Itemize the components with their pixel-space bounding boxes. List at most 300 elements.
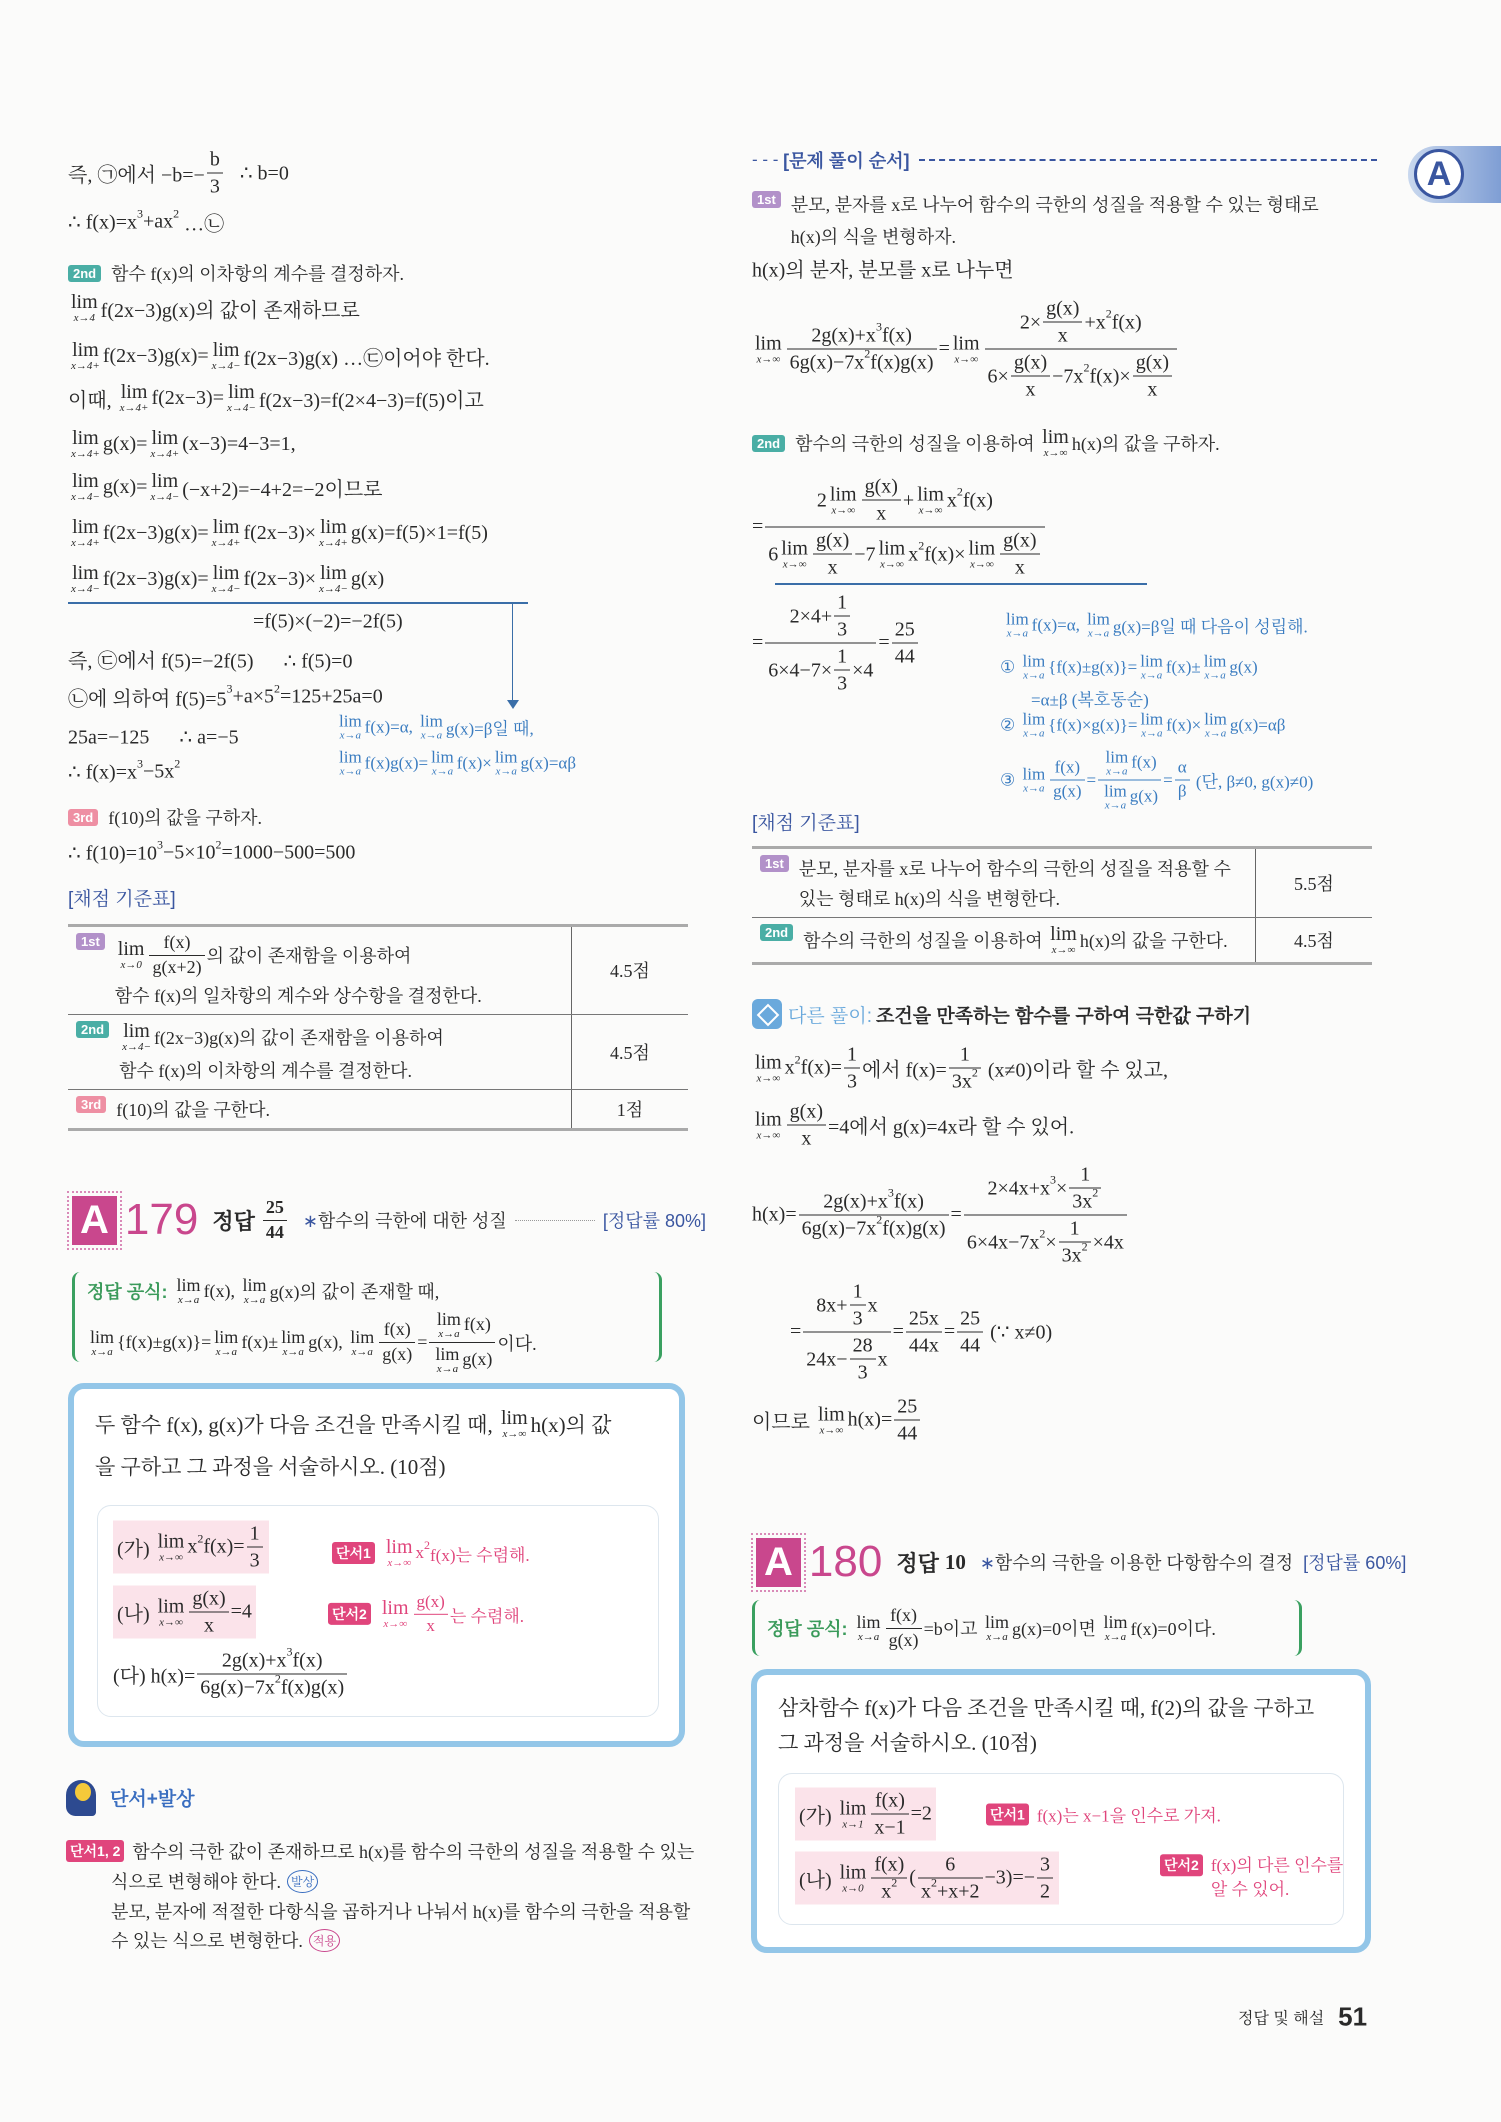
numerator — [813, 530, 852, 554]
lim-subscript: x→∞ — [954, 353, 979, 365]
limit-operator — [1050, 924, 1077, 956]
denominator — [1000, 554, 1039, 579]
criterion-line — [803, 924, 1228, 956]
lim-word: lim — [968, 537, 996, 559]
math-text: {f(x)×g(x)}= — [1048, 715, 1138, 734]
criterion — [76, 1096, 563, 1122]
math-text: 6g(x)−7x — [801, 1217, 877, 1240]
solution-line — [68, 382, 484, 414]
lim-subscript: x→4− — [319, 583, 348, 595]
step-badge: 2nd — [76, 1021, 109, 1038]
limit-operator — [71, 292, 98, 324]
page-number: 51 — [1338, 2001, 1368, 2032]
step-badge: 3rd — [76, 1096, 106, 1113]
lim-subscript: x→4− — [150, 491, 180, 503]
exponent: 2 — [174, 756, 181, 771]
numerator — [984, 1164, 1106, 1215]
math-text: 1 — [837, 591, 848, 614]
lim-subscript: x→4− — [211, 360, 241, 372]
lim-word: lim — [72, 470, 99, 492]
fraction — [957, 1308, 983, 1357]
exponent: 2 — [956, 484, 963, 499]
math-text: g(x) — [815, 529, 850, 552]
numerator — [814, 476, 996, 527]
limit-operator — [420, 713, 443, 742]
lim-word: lim — [755, 332, 782, 354]
lim-word: lim — [755, 1051, 782, 1073]
lim-word: lim — [157, 1595, 185, 1617]
numerator — [787, 1101, 826, 1125]
exponent: 2 — [876, 1212, 883, 1227]
points-cell: 5.5점 — [1256, 848, 1373, 918]
math-text: f(x) — [874, 1853, 905, 1876]
math-text: 3 — [209, 175, 220, 198]
lim-subscript: x→a — [1023, 727, 1045, 740]
exponent: 3 — [875, 319, 882, 334]
limit-operator — [71, 517, 100, 549]
lim-subscript: x→a — [1023, 669, 1045, 682]
math-text: f(x)g(x) — [870, 351, 934, 374]
step-badge: 2nd — [68, 265, 101, 282]
clue-line — [111, 1868, 318, 1894]
limit-operator — [319, 563, 348, 595]
arrow-line — [512, 603, 513, 703]
limit-operator — [382, 1598, 409, 1630]
math-text: 함수의 극한 값이 존재하므로 h(x)를 함수의 극한의 성질을 적용할 수 있는 — [132, 1842, 695, 1862]
lim-subscript: x→a — [1204, 727, 1227, 740]
math-text: f(x)× — [456, 753, 492, 772]
lim-subscript: x→∞ — [782, 558, 807, 570]
scoring-row — [68, 1089, 688, 1129]
answer-label: 정답 — [896, 1550, 939, 1576]
fraction — [414, 1593, 448, 1635]
fraction — [1059, 1218, 1091, 1267]
math-text: f(x) — [163, 932, 191, 952]
numerator — [834, 646, 850, 670]
math-text: 3 — [852, 1307, 863, 1330]
limit-operator — [158, 1596, 185, 1628]
hint-text — [379, 1593, 524, 1635]
math-text: α — [1177, 757, 1187, 777]
limit-operator — [969, 538, 996, 570]
fraction — [1011, 352, 1050, 401]
limit-operator — [755, 1109, 782, 1141]
denominator — [379, 1342, 415, 1365]
condition-da — [113, 1644, 349, 1699]
math-text: 이때, — [68, 389, 117, 412]
numerator — [189, 1588, 228, 1612]
limit-operator — [71, 563, 100, 595]
denominator — [799, 1212, 949, 1240]
math-text: ① — [1000, 657, 1020, 676]
math-text: = — [878, 631, 890, 654]
lim-subscript: x→4+ — [71, 360, 100, 372]
math-text: 함수의 극한의 성질을 이용하여 — [795, 434, 1040, 454]
math-text: f(x)g(x) — [280, 1676, 345, 1699]
math-text: (가) — [117, 1538, 155, 1561]
math-text: ∴ f(10)=10 — [68, 842, 157, 865]
fraction — [834, 646, 850, 695]
alternate-solution-heading — [752, 999, 1251, 1029]
lim-subscript: x→a — [1141, 727, 1163, 740]
lim-subscript: x→∞ — [880, 558, 904, 570]
denominator — [1050, 780, 1084, 802]
limit-operator — [917, 484, 944, 516]
topic-text: 함수의 극한을 이용한 다항함수의 결정 — [994, 1553, 1294, 1573]
numerator — [263, 1198, 287, 1220]
exponent: 2 — [1092, 1185, 1099, 1200]
fraction — [844, 1044, 860, 1093]
math-text: f(x)× — [1089, 365, 1131, 387]
step-text: 함수 f(x)의 이차항의 계수를 결정하자. — [111, 264, 405, 284]
math-text: g(x)=β일 때, — [445, 719, 534, 739]
hint-tag: 단서1 — [986, 1803, 1029, 1825]
lim-subscript: x→4+ — [71, 537, 100, 549]
math-text: 그 과정을 서술하시오. (10점) — [778, 1731, 1037, 1755]
math-text: 6g(x)−7x — [200, 1676, 275, 1699]
step-1-heading — [752, 191, 1319, 249]
answer-formula-box — [72, 1272, 662, 1375]
scoring-row — [752, 918, 1372, 964]
lim-subscript: x→a — [282, 1345, 304, 1358]
limit-operator — [857, 1613, 881, 1643]
criterion-cell — [752, 918, 1256, 964]
math-text: (∵ x≠0) — [985, 1321, 1053, 1344]
lim-word: lim — [500, 1407, 528, 1429]
points-cell: 4.5점 — [572, 1014, 689, 1089]
limit-operator — [1023, 766, 1046, 795]
criterion — [76, 933, 563, 1008]
alternate-solution-icon — [752, 999, 782, 1029]
math-text: x — [187, 1535, 198, 1558]
math-text: g(x) — [864, 475, 898, 498]
topic — [303, 1207, 507, 1233]
numerator — [957, 1044, 973, 1068]
solution-line — [68, 837, 356, 866]
math-text: +x+2 — [936, 1880, 980, 1903]
lim-word: lim — [435, 1344, 460, 1364]
math-text: 2×4+ — [789, 605, 833, 627]
criterion-cell — [68, 1089, 572, 1129]
lim-word: lim — [1050, 923, 1077, 945]
numerator — [834, 592, 850, 616]
scoring-row — [68, 1014, 688, 1089]
numerator — [906, 1308, 942, 1332]
lim-word: lim — [829, 483, 857, 505]
math-text: 44x — [908, 1334, 939, 1357]
numerator — [894, 1396, 920, 1420]
points-cell: 4.5점 — [572, 926, 689, 1015]
exponent: 2 — [173, 206, 180, 221]
math-text: 함수의 극한의 성질을 이용하여 — [803, 931, 1048, 951]
lim-word: lim — [839, 1797, 867, 1819]
solution-line — [752, 1396, 922, 1445]
limit-operator — [212, 517, 241, 549]
numerator — [850, 1281, 866, 1305]
math-text: ( — [909, 1866, 916, 1889]
math-text: 1 — [846, 1043, 857, 1066]
math-text: 28 — [852, 1334, 873, 1357]
lim-word: lim — [120, 381, 148, 403]
exponent: 2 — [891, 1875, 898, 1890]
lim-subscript: x→a — [1204, 669, 1226, 682]
math-text: …㉡ — [179, 213, 225, 236]
math-text: 2g(x)+x — [811, 324, 876, 347]
question-line — [95, 1408, 611, 1440]
solution-line — [68, 471, 382, 503]
lim-word: lim — [242, 1275, 267, 1295]
lim-subscript: x→a — [438, 1328, 460, 1340]
scoring-title: [채점 기준표] — [752, 813, 860, 834]
limit-operator — [339, 713, 362, 742]
math-text: 25 — [960, 1307, 981, 1330]
math-text: 분모, 분자를 x로 나누어 함수의 극한의 성질을 적용할 수 — [798, 859, 1231, 879]
fraction — [850, 1281, 866, 1330]
math-text: 함수 f(x)의 이차항의 계수를 결정한다. — [119, 1060, 413, 1081]
limit-property-note — [1031, 686, 1149, 711]
math-text: 25 — [897, 1395, 918, 1418]
solution-line — [68, 428, 296, 460]
limit-property-note — [336, 713, 534, 742]
limit-operator — [120, 382, 149, 414]
limit-operator — [319, 517, 348, 549]
lim-word: lim — [1104, 781, 1127, 801]
math-text: 3x — [1061, 1244, 1082, 1267]
limit-operator — [755, 1052, 782, 1084]
criterion-lines — [119, 1021, 444, 1083]
hint-tag: 단서2 — [328, 1603, 371, 1625]
fraction — [1133, 352, 1172, 401]
fraction — [886, 1606, 922, 1651]
numerator — [247, 1523, 263, 1547]
criterion-line — [115, 933, 482, 978]
numerator — [219, 1644, 326, 1674]
math-text: f(x), — [203, 1280, 240, 1301]
lim-subscript: x→a — [986, 1631, 1008, 1643]
hint-2 — [1160, 1854, 1343, 1902]
limit-property-note — [336, 749, 576, 778]
math-text: 44 — [265, 1221, 284, 1242]
exponent: 2 — [918, 538, 925, 553]
lim-word: lim — [1022, 709, 1046, 729]
numerator — [1100, 749, 1160, 780]
solution-line — [68, 517, 488, 549]
lim-subscript: x→∞ — [387, 1557, 412, 1569]
solution-line — [68, 149, 289, 198]
math-text: f(2x−3)g(x)= — [102, 344, 209, 367]
math-text: f(10)의 값을 구한다. — [116, 1099, 271, 1120]
fraction — [1000, 530, 1039, 579]
math-text: ② — [1000, 715, 1020, 734]
numerator — [862, 476, 901, 500]
answer-formula-box — [752, 1600, 1302, 1656]
numerator — [1175, 759, 1190, 780]
fraction — [207, 149, 223, 198]
math-text: 10 — [944, 1549, 966, 1574]
lim-subscript: x→∞ — [502, 1428, 527, 1440]
step-badge: 3rd — [68, 809, 98, 826]
math-text: =125+25a=0 — [279, 685, 383, 708]
math-text: 두 함수 f(x), g(x)가 다음 조건을 만족시킬 때, — [95, 1413, 498, 1437]
math-text: 2 — [1040, 1880, 1051, 1903]
lim-word: lim — [157, 1530, 185, 1552]
limit-operator — [243, 1276, 267, 1306]
scoring-title: [채점 기준표] — [68, 889, 176, 910]
math-text: x — [881, 1880, 892, 1903]
math-text: =α±β (복호동순) — [1031, 690, 1149, 710]
math-text: x — [203, 1614, 214, 1637]
lim-subscript: x→a — [857, 1631, 880, 1643]
limit-operator — [1204, 711, 1227, 740]
lim-word: lim — [1006, 609, 1029, 629]
clue-text — [111, 1868, 281, 1894]
scoring-row — [752, 848, 1372, 918]
limit-operator — [150, 428, 179, 460]
math-text: g(x) — [789, 1100, 823, 1123]
scoring-table — [752, 846, 1372, 965]
solution-line — [790, 1281, 1052, 1384]
denominator — [787, 1125, 826, 1150]
math-text: ∴ f(x)=x — [68, 211, 137, 234]
solution-line — [253, 611, 403, 634]
denominator — [765, 527, 1044, 579]
numerator — [431, 1310, 494, 1342]
lim-subscript: x→a — [243, 1294, 266, 1306]
correct-rate: [정답률 60%] — [1303, 1553, 1407, 1573]
fraction — [1098, 749, 1161, 812]
lim-subscript: x→∞ — [756, 1129, 781, 1141]
exponent: 2 — [424, 1537, 431, 1552]
limit-operator — [1106, 749, 1129, 778]
limit-property-note — [1000, 711, 1285, 740]
denominator — [871, 1875, 907, 1903]
math-text: x — [426, 1615, 435, 1635]
fraction — [1175, 759, 1190, 801]
lim-subscript: x→∞ — [1043, 447, 1068, 459]
lim-word: lim — [1140, 709, 1164, 729]
lim-subscript: x→a — [1140, 669, 1163, 682]
alt-title: 조건을 만족하는 함수를 구하여 극한값 구하기 — [875, 1005, 1252, 1027]
denominator — [1133, 376, 1172, 401]
hint-text — [383, 1537, 530, 1569]
math-text: g(x)=β일 때 다음이 성립해. — [1112, 617, 1308, 637]
limit-operator — [985, 1613, 1009, 1643]
criterion-line — [116, 1096, 270, 1122]
math-text: 25 — [265, 1196, 284, 1217]
math-text: f(2x−3)× — [243, 567, 317, 590]
underline-rule — [68, 602, 528, 604]
numerator — [207, 149, 223, 173]
limit-operator — [781, 538, 808, 570]
solution-line — [752, 254, 1014, 283]
underline-rule — [775, 583, 1147, 585]
math-text: 즉, ㉠에서 −b=− — [68, 164, 205, 187]
numerator — [942, 1854, 958, 1878]
math-text: g(x) — [1135, 351, 1170, 374]
hint-text — [1211, 1854, 1344, 1902]
denominator — [189, 1612, 228, 1637]
math-text: 함수 f(x)의 일차항의 계수와 상수항을 결정한다. — [114, 985, 482, 1006]
limit-operator — [1006, 611, 1029, 640]
exponent: 3 — [226, 681, 233, 696]
leader-dots — [515, 1220, 595, 1221]
step-badge: 1st — [76, 933, 105, 950]
limit-operator — [158, 1531, 185, 1563]
math-text: 3 — [837, 672, 848, 695]
math-text: f(x) — [1111, 311, 1142, 333]
math-text: f(x)g(x) — [882, 1217, 946, 1240]
lim-subscript: x→∞ — [383, 1618, 408, 1630]
problem-179-header — [72, 1195, 706, 1245]
lim-word: lim — [839, 1861, 867, 1883]
answer-label: 정답 — [212, 1208, 255, 1234]
math-text: g(x) — [462, 1349, 493, 1370]
math-text: 1 — [837, 645, 848, 668]
math-text: f(x)=0이다. — [1130, 1619, 1216, 1639]
limit-operator — [840, 1862, 867, 1894]
math-text: (단, β≠0, g(x)≠0) — [1191, 772, 1314, 792]
lim-word: lim — [214, 1326, 239, 1347]
numerator — [892, 619, 918, 643]
lim-subscript: x→4− — [211, 583, 241, 595]
lim-subscript: x→a — [91, 1345, 113, 1358]
section-letter-badge: A — [1414, 149, 1464, 199]
math-text: h(x)의 분자, 분모를 x로 나누면 — [752, 259, 1014, 282]
math-text: 6×4−7× — [768, 659, 833, 681]
math-text: g(x)= — [102, 432, 148, 455]
solution-line — [752, 298, 1179, 401]
fraction — [1037, 1854, 1053, 1903]
fraction — [871, 1790, 908, 1839]
denominator — [949, 1065, 981, 1093]
lim-word: lim — [212, 562, 240, 584]
math-text: β — [1177, 781, 1187, 801]
lim-subscript: x→∞ — [1051, 944, 1076, 956]
lim-word: lim — [151, 427, 179, 449]
math-text: =4 — [230, 1600, 252, 1623]
math-text: x — [1014, 556, 1025, 579]
fraction — [949, 1044, 981, 1093]
hint-tag: 단서2 — [1160, 1854, 1203, 1876]
math-text: f(x) — [463, 1314, 491, 1335]
lim-word: lim — [1022, 651, 1046, 671]
math-text: 즉, ㉢에서 f(5)=−2f(5) ∴ f(5)=0 — [68, 650, 353, 673]
lim-subscript: x→4+ — [150, 448, 180, 460]
math-text: x — [801, 1127, 812, 1150]
math-text: = — [892, 1320, 904, 1343]
topic — [980, 1549, 1293, 1575]
numerator — [1000, 530, 1039, 554]
lim-word: lim — [1087, 609, 1110, 629]
numerator — [957, 1308, 983, 1332]
limit-operator — [150, 471, 179, 503]
math-text: 의 값이 존재함을 이용하여 — [206, 946, 412, 967]
math-text: ∴ f(x)=x — [68, 761, 137, 784]
numerator — [808, 319, 915, 349]
math-text: 있는 형태로 h(x)의 식을 변형한다. — [798, 889, 1060, 909]
lim-subscript: x→a — [351, 1345, 373, 1358]
criterion-cell — [68, 1014, 572, 1089]
lim-word: lim — [781, 537, 808, 559]
numerator — [1011, 352, 1050, 376]
math-text: =4에서 g(x)=4x라 할 수 있어. — [828, 1116, 1075, 1139]
limit-operator — [214, 1328, 238, 1358]
math-text: 6× — [987, 365, 1009, 387]
math-text: x — [827, 556, 838, 579]
lim-word: lim — [917, 483, 944, 505]
limit-operator — [227, 382, 256, 414]
fraction — [1069, 1164, 1101, 1213]
